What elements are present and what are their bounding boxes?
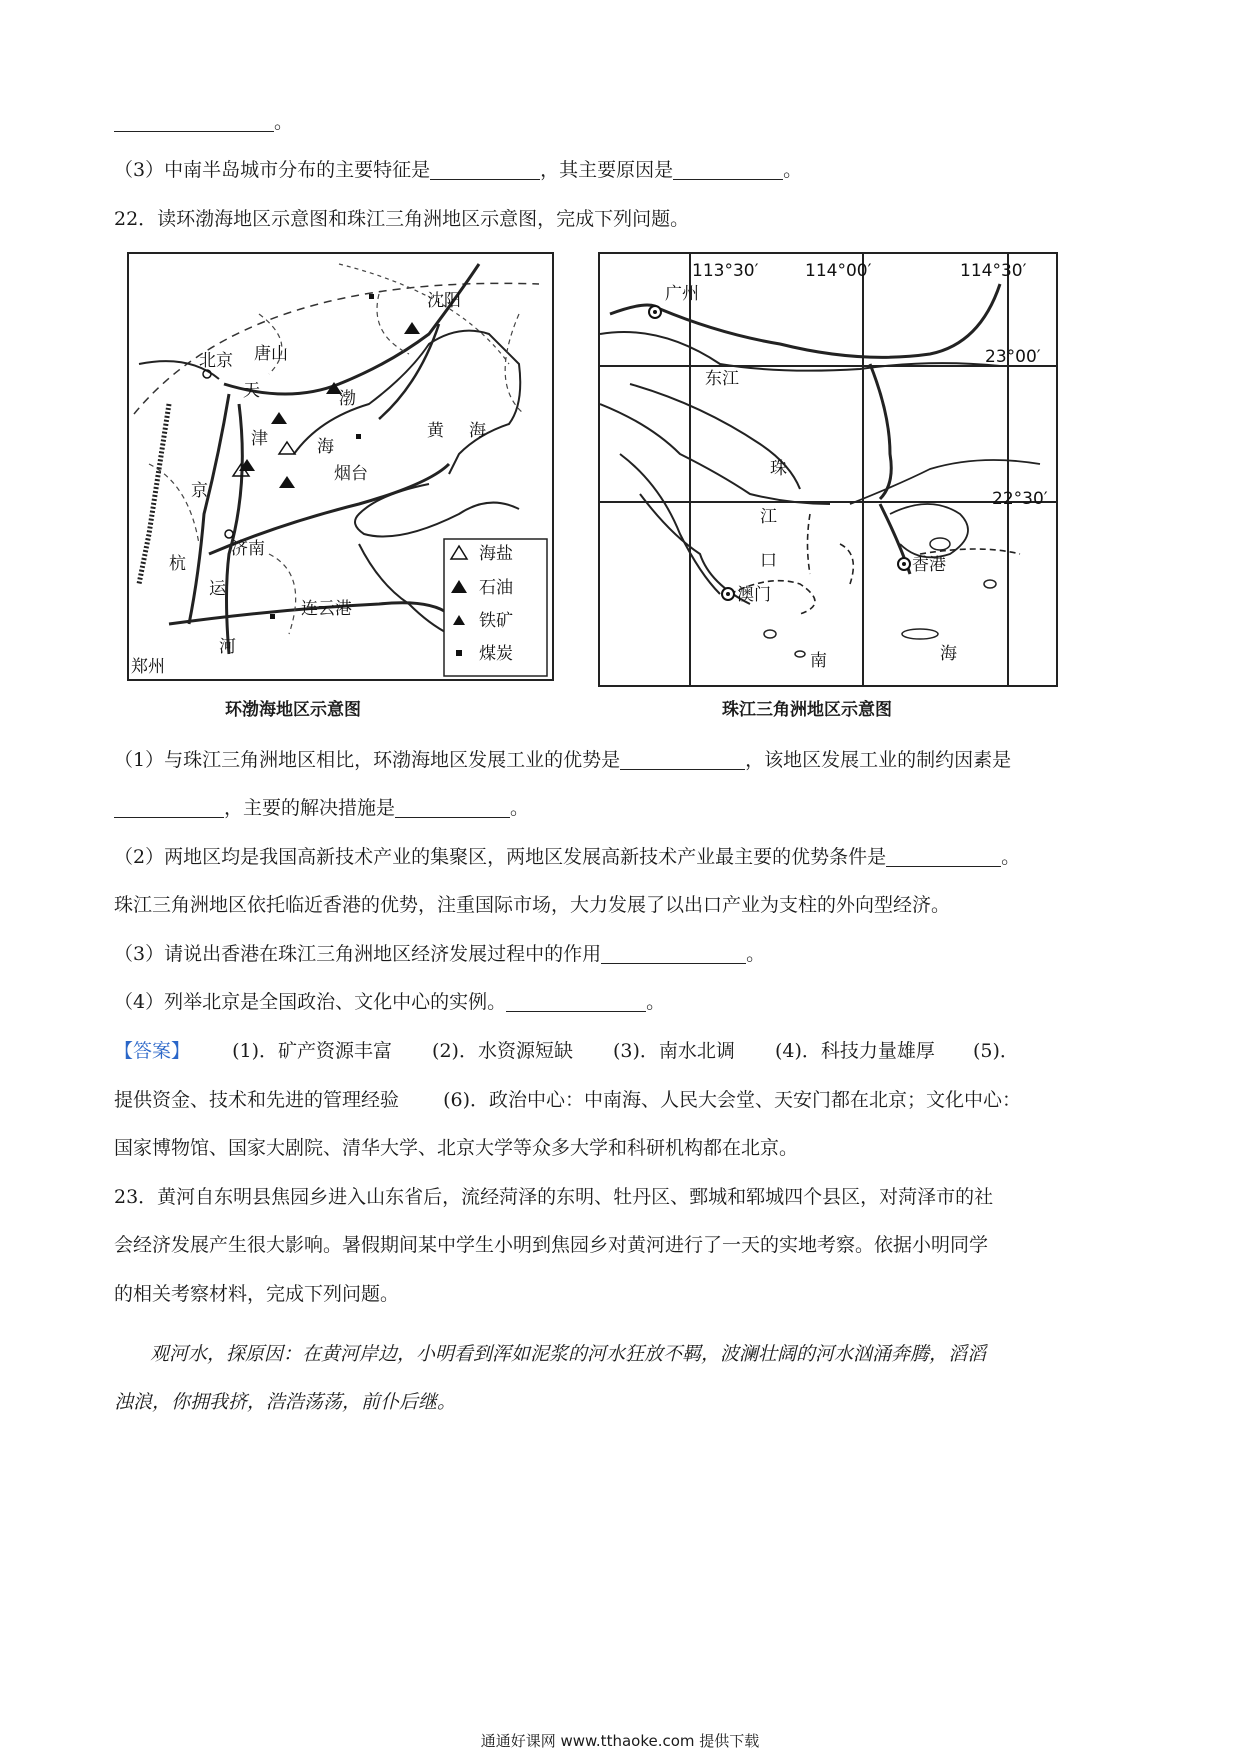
prd-map-title: 珠江三角洲地区示意图	[722, 700, 892, 720]
label-tangshan-a: 唐山	[254, 344, 288, 364]
q23-line2: 会经济发展产生很大影响。暑假期间某中学生小明到焦园乡对黄河进行了一天的实地考察。依据小明同学	[114, 1234, 989, 1256]
label-yun: 运	[209, 579, 226, 599]
label-tianjin-b: 津	[251, 429, 268, 449]
answer-line1	[114, 1037, 1019, 1065]
coal-icon	[270, 614, 275, 619]
answer-item: (5)．	[972, 1040, 1019, 1062]
label-hai: 海	[940, 644, 957, 664]
coord-lat1: 23°00′	[985, 347, 1041, 367]
q23-material-line1: 观河水，探原因：在黄河岸边，小明看到浑如泥浆的河水狂放不羁，波澜壮阔的河水汹涌奔腾，滔滔	[150, 1343, 987, 1365]
sea-salt-icon	[279, 442, 295, 454]
label-hongkong: 香港	[912, 555, 946, 575]
label-yantai: 烟台	[334, 464, 368, 484]
iron-ore-icon	[271, 412, 287, 424]
coal-icon	[356, 434, 361, 439]
bohai-map-drawing	[129, 254, 552, 679]
label-he: 河	[219, 637, 236, 657]
label-beijing: 北京	[199, 351, 233, 371]
bohai-map	[127, 252, 554, 681]
answer-blank[interactable]	[430, 159, 540, 180]
q22-part1-line2: ，主要的解决措施是 。	[114, 794, 529, 822]
page-footer: 通通好课网 www.tthaoke.com 提供下载	[480, 1732, 760, 1750]
label-macau: 澳门	[737, 585, 771, 605]
label-bohai-a: 渤	[339, 389, 356, 409]
answer-item: (6)．政治中心：中南海、人民大会堂、天安门都在北京；文化中心：	[443, 1089, 1021, 1111]
answer-blank[interactable]	[506, 991, 646, 1012]
answer-item: (1)．矿产资源丰富	[232, 1040, 392, 1062]
legend-label: 铁矿	[479, 611, 513, 631]
label-jing: 京	[191, 481, 208, 501]
legend-label: 煤炭	[479, 644, 513, 664]
oil-icon	[279, 476, 295, 488]
q21-part3: （3）中南半岛城市分布的主要特征是 ，其主要原因是 。	[114, 159, 803, 181]
q22-intro: 22．读环渤海地区示意图和珠江三角洲地区示意图，完成下列问题。	[114, 208, 690, 230]
label-jiang: 江	[760, 507, 777, 527]
coord-lat2: 22°30′	[992, 489, 1048, 509]
label-zhu: 珠	[770, 459, 787, 479]
answer-blank[interactable]	[601, 943, 746, 964]
coal-icon	[456, 650, 462, 656]
label-huanghai-a: 黄	[427, 421, 444, 441]
legend-label: 石油	[479, 578, 513, 598]
label-zhengzhou: 郑州	[131, 657, 165, 677]
label-shenyang: 沈阳	[427, 291, 461, 311]
answer-item: (2)．水资源短缺	[432, 1040, 573, 1062]
label-tianjin-a: 天	[243, 381, 260, 401]
q22-part1-line1: （1）与珠江三角洲地区相比，环渤海地区发展工业的优势是 ，该地区发展工业的制约因素是	[114, 749, 1012, 771]
q22-part2-line2: 珠江三角洲地区依托临近香港的优势，注重国际市场，大力发展了以出口产业为支柱的外向型经济。	[114, 894, 951, 916]
coord-lon1: 113°30′	[692, 261, 759, 281]
label-huanghai-b: 海	[469, 421, 486, 441]
answer-item: (3)．南水北调	[613, 1040, 735, 1062]
coord-lon2: 114°00′	[805, 261, 872, 281]
q22-part3: （3）请说出香港在珠江三角洲地区经济发展过程中的作用 。	[114, 943, 766, 965]
q23-line1: 23．黄河自东明县焦园乡进入山东省后，流经菏泽的东明、牡丹区、鄄城和郓城四个县区，对菏泽市的社	[114, 1186, 994, 1208]
label-dongjiang: 东江	[705, 369, 739, 389]
label-kou: 口	[760, 551, 777, 571]
legend-label: 海盐	[479, 544, 513, 564]
q23-material-line2: 浊浪，你拥我挤，浩浩荡荡，前仆后继。	[114, 1391, 457, 1413]
answer-blank[interactable]	[620, 749, 745, 770]
label-guangzhou: 广州	[665, 284, 699, 304]
answer-blank[interactable]	[395, 797, 510, 818]
prd-map-drawing	[600, 254, 1056, 685]
iron-ore-icon	[404, 322, 420, 334]
answer-tag: 【答案】	[114, 1040, 191, 1062]
label-hang: 杭	[169, 554, 186, 574]
answer-item: 提供资金、技术和先进的管理经验	[114, 1089, 400, 1111]
q21-tail: 。	[114, 108, 293, 136]
label-lianyungang: 连云港	[301, 599, 352, 619]
answer-blank[interactable]	[114, 797, 224, 818]
answer-blank[interactable]	[673, 159, 783, 180]
coord-lon3: 114°30′	[960, 261, 1027, 281]
label-nan: 南	[810, 651, 827, 671]
prd-map	[598, 252, 1058, 687]
bohai-map-title: 环渤海地区示意图	[225, 700, 361, 720]
answer-item: (4)．科技力量雄厚	[774, 1040, 935, 1062]
answer-line3: 国家博物馆、国家大剧院、清华大学、北京大学等众多大学和科研机构都在北京。	[114, 1137, 799, 1159]
q22-part2-line1: （2）两地区均是我国高新技术产业的集聚区，两地区发展高新技术产业最主要的优势条件是 。	[114, 846, 1021, 868]
q23-line3: 的相关考察材料，完成下列问题。	[114, 1283, 400, 1305]
label-bohai-b: 海	[317, 437, 334, 457]
answer-line2	[114, 1086, 1021, 1114]
answer-blank[interactable]	[886, 846, 1001, 867]
q22-part4: （4）列举北京是全国政治、文化中心的实例。 。	[114, 991, 666, 1013]
answer-blank[interactable]	[114, 111, 274, 132]
coal-icon	[369, 294, 374, 299]
label-jinan: 济南	[231, 539, 265, 559]
